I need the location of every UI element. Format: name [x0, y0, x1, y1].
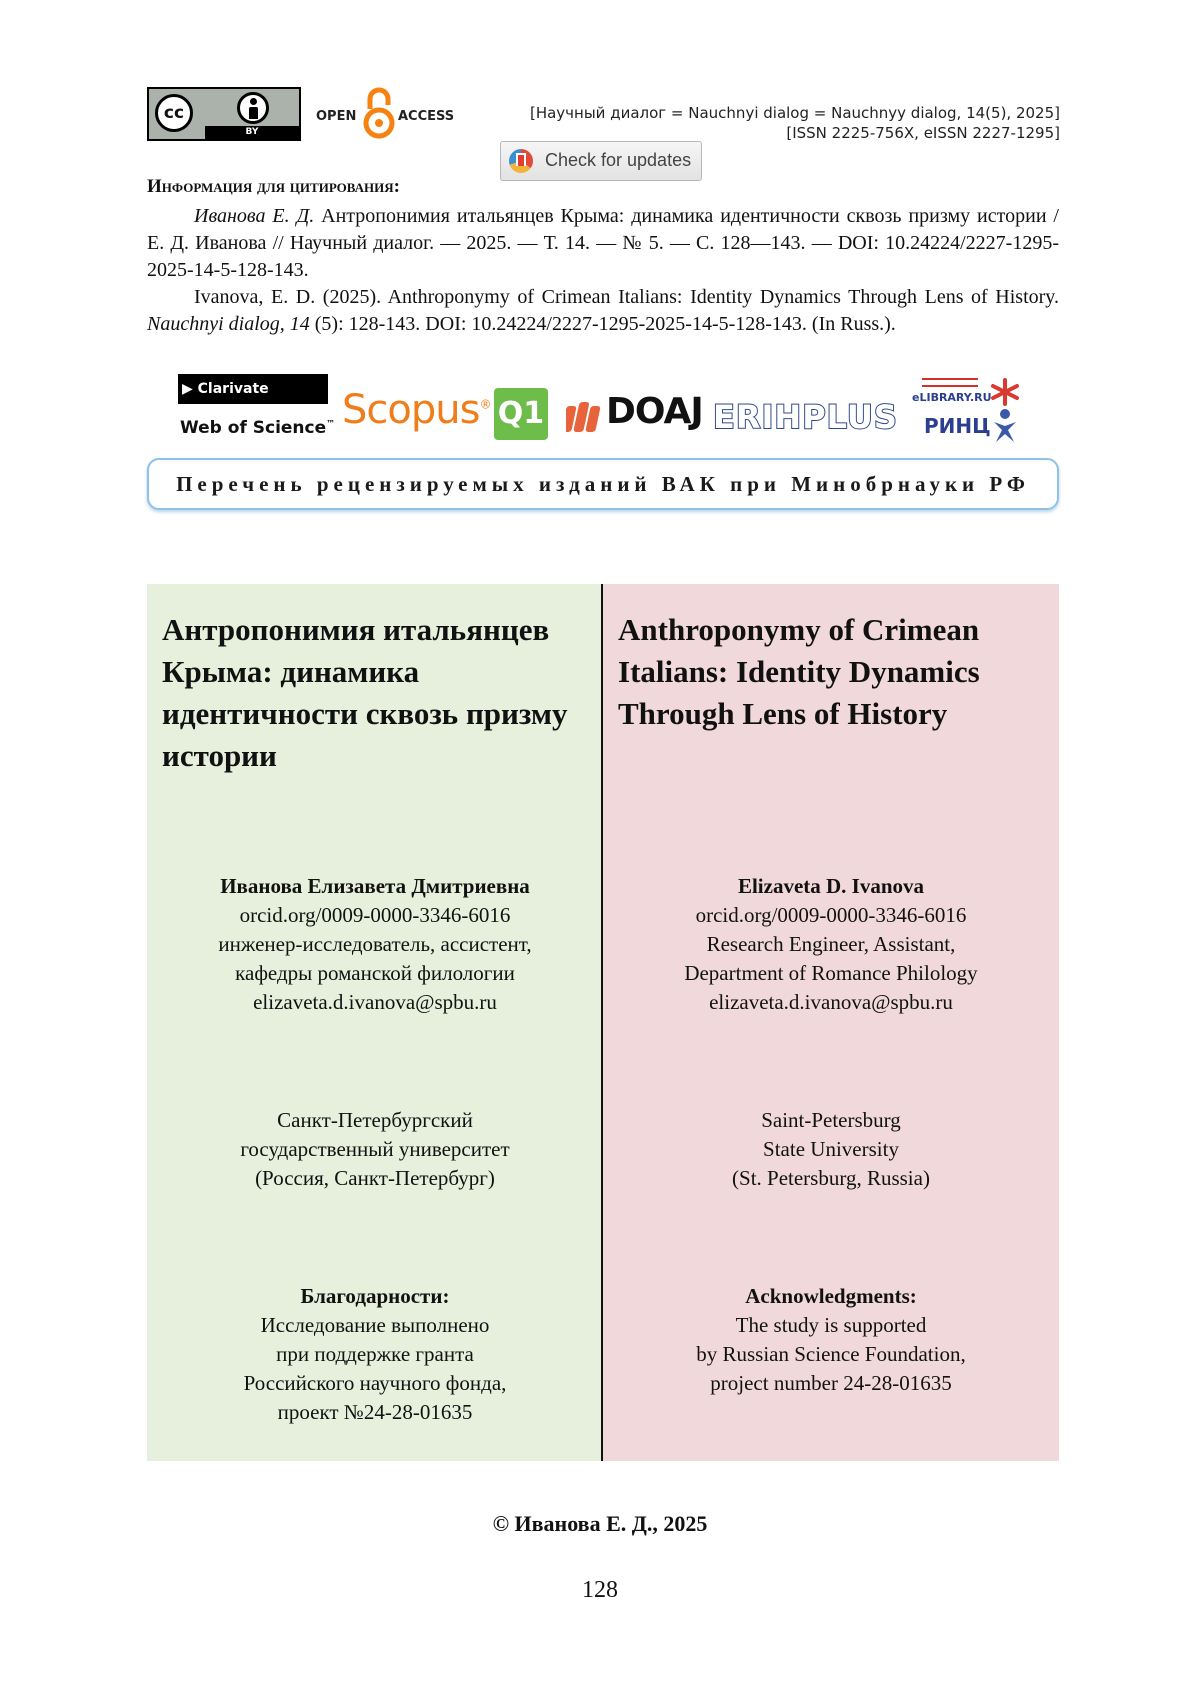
clarivate-logo[interactable] — [178, 374, 328, 404]
citation-heading: Информация для цитирования: — [147, 176, 400, 197]
citation-en-doi: (5): 128-143. DOI: 10.24224/2227-1295-2025-14-5-128-143. (In Russ.). — [309, 313, 896, 335]
article-title-ru: Антропонимия итальянцев Крыма: динамика идентичности сквозь призму истории — [162, 612, 568, 773]
citation-ru-text: Антропонимия итальянцев Крыма: динамика идентичности сквозь призму истории / Е. Д. Иванова // Научный диалог. — 2025. — Т. 14. — № 5. — С. 128—143. — DOI: 10.24224/2227-1295-2025-14-5-128-143. — [147, 205, 1059, 281]
author-orcid-en[interactable]: orcid.org/0009-0000-3346-6016 — [695, 903, 967, 927]
elibrary-label: eLIBRARY.RU — [912, 391, 992, 404]
attribution-person-icon — [237, 92, 269, 124]
author-department-en: Department of Romance Philology — [684, 961, 978, 985]
scopus-registered-mark: ® — [479, 397, 491, 412]
acknowledgments-en-line2: by Russian Science Foundation, — [696, 1342, 966, 1366]
author-department-ru: кафедры романской филологии — [235, 961, 515, 985]
vak-list-banner: Перечень рецензируемых изданий ВАК при Минобрнауки РФ — [147, 458, 1059, 510]
acknowledgments-heading-en: Acknowledgments: — [745, 1284, 917, 1308]
author-info-ru — [147, 872, 603, 1017]
acknowledgments-ru-line3: Российского научного фонда, — [243, 1371, 507, 1395]
rinc-star-person-icon — [990, 378, 1020, 444]
q1-quartile-badge: Q1 — [494, 388, 548, 440]
author-position-en: Research Engineer, Assistant, — [706, 932, 956, 956]
russian-column — [147, 584, 603, 1461]
scopus-label: Scopus — [342, 387, 480, 433]
citation-en-text: Ivanova, E. D. (2025). Anthroponymy of Crimean Italians: Identity Dynamics Through Lens of History. — [194, 286, 1059, 308]
open-access-lock-icon — [362, 85, 396, 141]
elibrary-rinc-logo[interactable] — [912, 378, 1012, 448]
author-name-ru: Иванова Елизавета Дмитриевна — [220, 874, 530, 898]
journal-issn-line: [ISSN 2225-756X, eISSN 2227-1295] — [786, 124, 1060, 142]
journal-reference-line: [Научный диалог = Nauchnyi dialog = Nauchnyy dialog, 14(5), 2025] — [529, 104, 1060, 122]
web-of-science-label: Web of Science — [180, 418, 327, 438]
crossmark-icon — [509, 149, 533, 173]
license-by-label: BY — [205, 126, 299, 139]
author-orcid-ru[interactable]: orcid.org/0009-0000-3346-6016 — [239, 903, 511, 927]
clarivate-label: Clarivate — [197, 381, 269, 397]
journal-info — [530, 103, 1060, 143]
doaj-open-lock-icon — [566, 400, 604, 434]
check-for-updates-label: Check for updates — [545, 150, 692, 170]
open-access-open-label: OPEN — [316, 109, 357, 124]
author-name-en: Elizaveta D. Ivanova — [737, 874, 925, 898]
erihplus-logo[interactable]: ERIHPLUS — [713, 398, 898, 436]
copyright-notice: © Иванова Е. Д., 2025 — [492, 1511, 708, 1536]
creative-commons-icon: cc — [155, 94, 193, 132]
acknowledgments-heading-ru: Благодарности: — [300, 1284, 450, 1308]
doaj-logo[interactable]: DOAJ — [606, 391, 703, 432]
author-info-en — [603, 872, 1059, 1017]
acknowledgments-ru — [147, 1282, 603, 1427]
affiliation-ru-line3: (Россия, Санкт-Петербург) — [255, 1166, 495, 1190]
rinc-label: РИНЦ — [924, 414, 991, 438]
cc-by-license-badge[interactable] — [147, 87, 301, 141]
affiliation-en-line1: Saint-Petersburg — [761, 1108, 901, 1132]
clarivate-arrow-icon: ▶ — [182, 381, 193, 397]
affiliation-en-line3: (St. Petersburg, Russia) — [732, 1166, 930, 1190]
scopus-logo[interactable] — [342, 387, 490, 433]
citation-ru-author: Иванова Е. Д. — [194, 205, 315, 227]
citation-en-journal: Nauchnyi dialog, 14 — [147, 313, 310, 335]
web-of-science-tm: ™ — [326, 419, 336, 430]
citation-english — [147, 284, 1059, 338]
author-email-ru[interactable]: elizaveta.d.ivanova@spbu.ru — [253, 990, 497, 1014]
affiliation-ru-line2: государственный университет — [240, 1137, 510, 1161]
acknowledgments-ru-line1: Исследование выполнено — [260, 1313, 490, 1337]
acknowledgments-en-line3: project number 24-28-01635 — [710, 1371, 952, 1395]
elibrary-caption-decoration — [922, 378, 978, 387]
affiliation-en-line2: State University — [763, 1137, 899, 1161]
open-access-access-label: ACCESS — [398, 109, 455, 124]
affiliation-ru-line1: Санкт-Петербургский — [277, 1108, 473, 1132]
author-position-ru: инженер-исследователь, ассистент, — [218, 932, 532, 956]
article-title-en: Anthroponymy of Crimean Italians: Identity Dynamics Through Lens of History — [618, 612, 980, 731]
affiliation-ru — [147, 1106, 603, 1193]
acknowledgments-en — [603, 1282, 1059, 1398]
author-email-en[interactable]: elizaveta.d.ivanova@spbu.ru — [709, 990, 953, 1014]
citation-russian — [147, 203, 1059, 284]
web-of-science-logo[interactable] — [180, 418, 335, 438]
open-access-logo — [316, 85, 456, 141]
acknowledgments-ru-line2: при поддержке гранта — [276, 1342, 474, 1366]
acknowledgments-en-line1: The study is supported — [735, 1313, 927, 1337]
acknowledgments-ru-line4: проект №24-28-01635 — [277, 1400, 473, 1424]
english-column — [603, 584, 1059, 1461]
page-number: 128 — [582, 1577, 618, 1603]
check-for-updates-button[interactable] — [500, 141, 702, 181]
affiliation-en — [603, 1106, 1059, 1193]
